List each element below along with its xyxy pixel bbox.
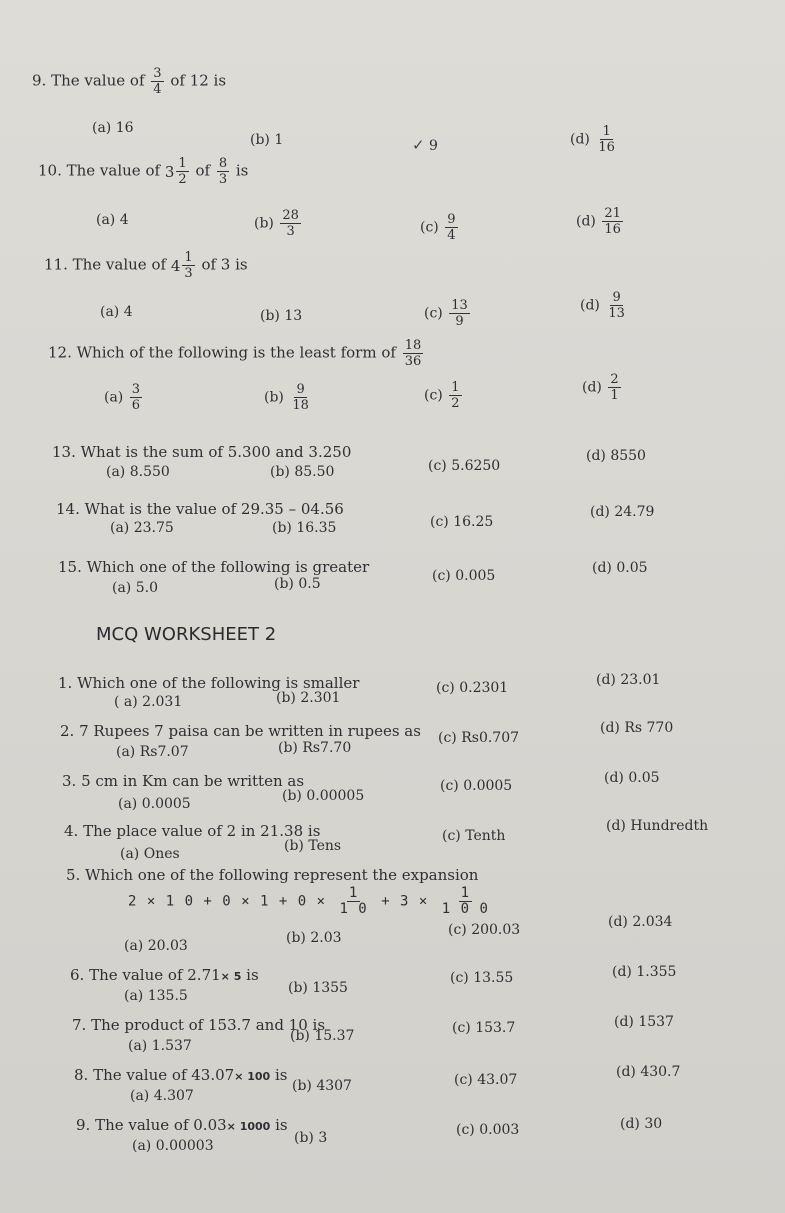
- w2-option-d: (d) Rs 770: [600, 720, 674, 736]
- q9-option-b: (b) 1: [250, 132, 284, 148]
- w7-option-d: (d) 1537: [614, 1014, 674, 1030]
- denominator: 16: [598, 140, 615, 155]
- fraction: [217, 156, 229, 187]
- denominator: 4: [447, 228, 456, 243]
- whole-part: 4: [170, 256, 181, 275]
- option-label: (d): [570, 131, 590, 148]
- numerator: 28: [282, 208, 299, 223]
- denominator: 3: [184, 266, 193, 281]
- option-label: (d): [582, 379, 602, 396]
- question-11-tail: of 3 is: [201, 255, 248, 274]
- q15-option-c: (c) 0.005: [432, 568, 496, 584]
- fraction: [337, 886, 369, 917]
- w3-option-b: (b) 0.00005: [282, 788, 365, 804]
- question-tail: is: [275, 1116, 288, 1134]
- fraction: [602, 206, 623, 237]
- worksheet2-question-3: 3. 5 cm in Km can be written as: [62, 772, 305, 790]
- question-11-text: 11. The value of: [44, 255, 167, 274]
- option-label: (b): [254, 215, 274, 232]
- fraction: [606, 290, 627, 321]
- w1-option-d: (d) 23.01: [596, 672, 661, 688]
- w6-option-a: (a) 135.5: [124, 988, 188, 1004]
- denominator: 9: [455, 314, 464, 329]
- numerator: 9: [296, 382, 305, 397]
- question-12-text: 12. Which of the following is the least form of: [48, 343, 396, 362]
- w5-option-d: (d) 2.034: [608, 914, 673, 930]
- q11-option-c: [424, 298, 472, 329]
- worksheet2-question-1: 1. Which one of the following is smaller: [58, 674, 360, 692]
- q12-option-b: [264, 382, 313, 413]
- question-tail: is: [275, 1066, 288, 1084]
- w8-option-a: (a) 4.307: [130, 1088, 194, 1104]
- fraction: [182, 250, 194, 281]
- q11-option-d: [580, 290, 629, 321]
- worksheet-title: MCQ WORKSHEET 2: [96, 624, 277, 645]
- denominator: 3: [286, 224, 295, 239]
- check-mark-icon: ✓: [412, 136, 425, 154]
- denominator: 1 0 0: [441, 901, 489, 917]
- denominator: 2: [451, 396, 460, 411]
- numerator: 1: [460, 885, 471, 901]
- worksheet2-question-8: [74, 1066, 288, 1084]
- q11-option-a: (a) 4: [100, 304, 133, 320]
- q9-option-d: [570, 124, 619, 155]
- q12-option-c: [424, 380, 464, 411]
- denominator: 2: [178, 172, 187, 187]
- fraction: [449, 298, 470, 329]
- fraction: [608, 372, 620, 403]
- w8-option-b: (b) 4307: [292, 1078, 352, 1094]
- q14-option-d: (d) 24.79: [590, 504, 655, 520]
- q10-option-d: [576, 206, 625, 237]
- numerator: 2: [610, 372, 619, 387]
- w3-option-d: (d) 0.05: [604, 770, 660, 786]
- question-9-text: 9. The value of: [32, 71, 145, 90]
- w7-option-a: (a) 1.537: [128, 1038, 192, 1054]
- w7-option-b: (b) 15.37: [290, 1028, 355, 1044]
- question-10: [38, 156, 248, 187]
- w4-option-b: (b) Tens: [284, 838, 342, 854]
- q12-option-a: [104, 382, 144, 413]
- w5-option-a: (a) 20.03: [124, 938, 188, 954]
- q14-option-b: (b) 16.35: [272, 520, 337, 536]
- option-label: (b): [264, 389, 284, 406]
- fraction: [130, 382, 142, 413]
- numerator: 8: [218, 156, 228, 171]
- w4-option-c: (c) Tenth: [442, 828, 506, 844]
- worksheet2-question-4: 4. The place value of 2 in 21.38 is: [64, 822, 321, 840]
- q13-option-a: (a) 8.550: [106, 464, 170, 480]
- numerator: 1: [602, 124, 611, 139]
- w1-option-c: (c) 0.2301: [436, 680, 509, 696]
- multiplication-operator: × 1000: [226, 1120, 271, 1133]
- w6-option-d: (d) 1.355: [612, 964, 677, 980]
- w8-option-c: (c) 43.07: [454, 1072, 518, 1088]
- w1-option-a: ( a) 2.031: [114, 694, 183, 710]
- mixed-number: [165, 156, 191, 187]
- w9-option-c: (c) 0.003: [456, 1122, 520, 1138]
- mixed-number: [171, 250, 197, 281]
- w6-option-b: (b) 1355: [288, 980, 348, 996]
- question-10-text: 10. The value of: [38, 161, 161, 180]
- w6-option-c: (c) 13.55: [450, 970, 514, 986]
- fraction: [596, 124, 617, 155]
- denominator: 18: [292, 398, 309, 413]
- worksheet2-question-9: [76, 1116, 288, 1134]
- worksheet2-question-5: 5. Which one of the following represent the expansion: [66, 866, 479, 884]
- fraction: [403, 338, 424, 369]
- fraction: [449, 380, 461, 411]
- numerator: 9: [447, 212, 456, 227]
- denominator: 6: [131, 398, 141, 413]
- q14-option-a: (a) 23.75: [110, 520, 174, 536]
- question-text: 9. The value of 0.03: [76, 1116, 227, 1134]
- q11-option-b: (b) 13: [260, 308, 303, 324]
- q12-option-d: [582, 372, 623, 403]
- q14-option-c: (c) 16.25: [430, 514, 494, 530]
- option-label: (a): [104, 389, 124, 406]
- option-label: (d): [580, 297, 600, 314]
- w1-option-b: (b) 2.301: [276, 690, 341, 706]
- fraction: [440, 886, 491, 917]
- w4-option-a: (a) Ones: [120, 846, 180, 862]
- denominator: 1 0: [339, 901, 368, 917]
- q15-option-b: (b) 0.5: [274, 576, 321, 592]
- w3-option-c: (c) 0.0005: [440, 778, 513, 794]
- question-14: 14. What is the value of 29.35 – 04.56: [56, 500, 344, 518]
- option-label: (c): [420, 219, 439, 236]
- fraction: [445, 212, 457, 243]
- q10-option-a: (a) 4: [96, 212, 129, 228]
- q13-option-c: (c) 5.6250: [428, 458, 501, 474]
- w9-option-b: (b) 3: [294, 1130, 328, 1146]
- w5-option-c: (c) 200.03: [448, 922, 521, 938]
- option-label: (c): [424, 387, 443, 404]
- denominator: 1: [610, 388, 619, 403]
- numerator: 1: [178, 156, 187, 171]
- numerator: 18: [404, 338, 422, 353]
- numerator: 3: [153, 66, 162, 81]
- worksheet2-question-2: 2. 7 Rupees 7 paisa can be written in rupees as: [60, 722, 421, 740]
- question-11: [44, 250, 248, 281]
- question-12: [48, 338, 425, 369]
- w2-option-b: (b) Rs7.70: [278, 740, 352, 756]
- w2-option-c: (c) Rs0.707: [438, 730, 520, 746]
- w4-option-d: (d) Hundredth: [606, 818, 709, 834]
- fraction: [280, 208, 301, 239]
- w8-option-d: (d) 430.7: [616, 1064, 681, 1080]
- numerator: 21: [604, 206, 621, 221]
- w3-option-a: (a) 0.0005: [118, 796, 191, 812]
- denominator: 3: [218, 172, 228, 187]
- q9-option-c: [412, 136, 438, 154]
- q13-option-d: (d) 8550: [586, 448, 646, 464]
- question-13: 13. What is the sum of 5.300 and 3.250: [52, 443, 352, 461]
- expansion-expression: [128, 886, 493, 917]
- question-9: [32, 66, 226, 97]
- worksheet2-question-7: 7. The product of 153.7 and 10 is: [72, 1016, 326, 1034]
- numerator: 1: [184, 250, 193, 265]
- q10-option-b: [254, 208, 303, 239]
- numerator: 1: [348, 885, 359, 901]
- question-15: 15. Which one of the following is greater: [58, 558, 370, 576]
- option-label: (d): [576, 213, 596, 230]
- q9-option-a: (a) 16: [92, 120, 134, 136]
- question-text: 8. The value of 43.07: [74, 1066, 235, 1084]
- denominator: 13: [608, 306, 625, 321]
- q15-option-d: (d) 0.05: [592, 560, 648, 576]
- w9-option-a: (a) 0.00003: [132, 1138, 214, 1154]
- question-9-tail: of 12 is: [170, 71, 227, 90]
- q13-option-b: (b) 85.50: [270, 464, 335, 480]
- q9-option-c-value: 9: [429, 138, 438, 154]
- numerator: 13: [451, 298, 468, 313]
- multiplication-operator: × 5: [220, 970, 242, 983]
- numerator: 9: [612, 290, 621, 305]
- numerator: 1: [451, 380, 460, 395]
- fraction: [290, 382, 311, 413]
- worksheet2-question-6: [70, 966, 259, 984]
- question-10-tail: is: [235, 161, 249, 180]
- option-label: (c): [424, 305, 443, 322]
- w5-option-b: (b) 2.03: [286, 930, 342, 946]
- fraction: [151, 66, 163, 97]
- w9-option-d: (d) 30: [620, 1116, 663, 1132]
- q10-option-c: [420, 212, 460, 243]
- denominator: 36: [404, 354, 422, 369]
- multiplication-operator: × 100: [234, 1070, 271, 1083]
- expression-part: 2 × 1 0 + 0 × 1 + 0 ×: [128, 893, 327, 910]
- w2-option-a: (a) Rs7.07: [116, 744, 189, 760]
- question-text: 6. The value of 2.71: [70, 966, 221, 984]
- denominator: 16: [604, 222, 621, 237]
- q15-option-a: (a) 5.0: [112, 580, 158, 596]
- question-tail: is: [246, 966, 259, 984]
- expression-part: + 3 ×: [381, 893, 429, 910]
- numerator: 3: [131, 382, 141, 397]
- whole-part: 3: [164, 162, 175, 181]
- w7-option-c: (c) 153.7: [452, 1020, 516, 1036]
- denominator: 4: [153, 82, 162, 97]
- question-10-mid: of: [195, 161, 211, 180]
- fraction: [176, 156, 188, 187]
